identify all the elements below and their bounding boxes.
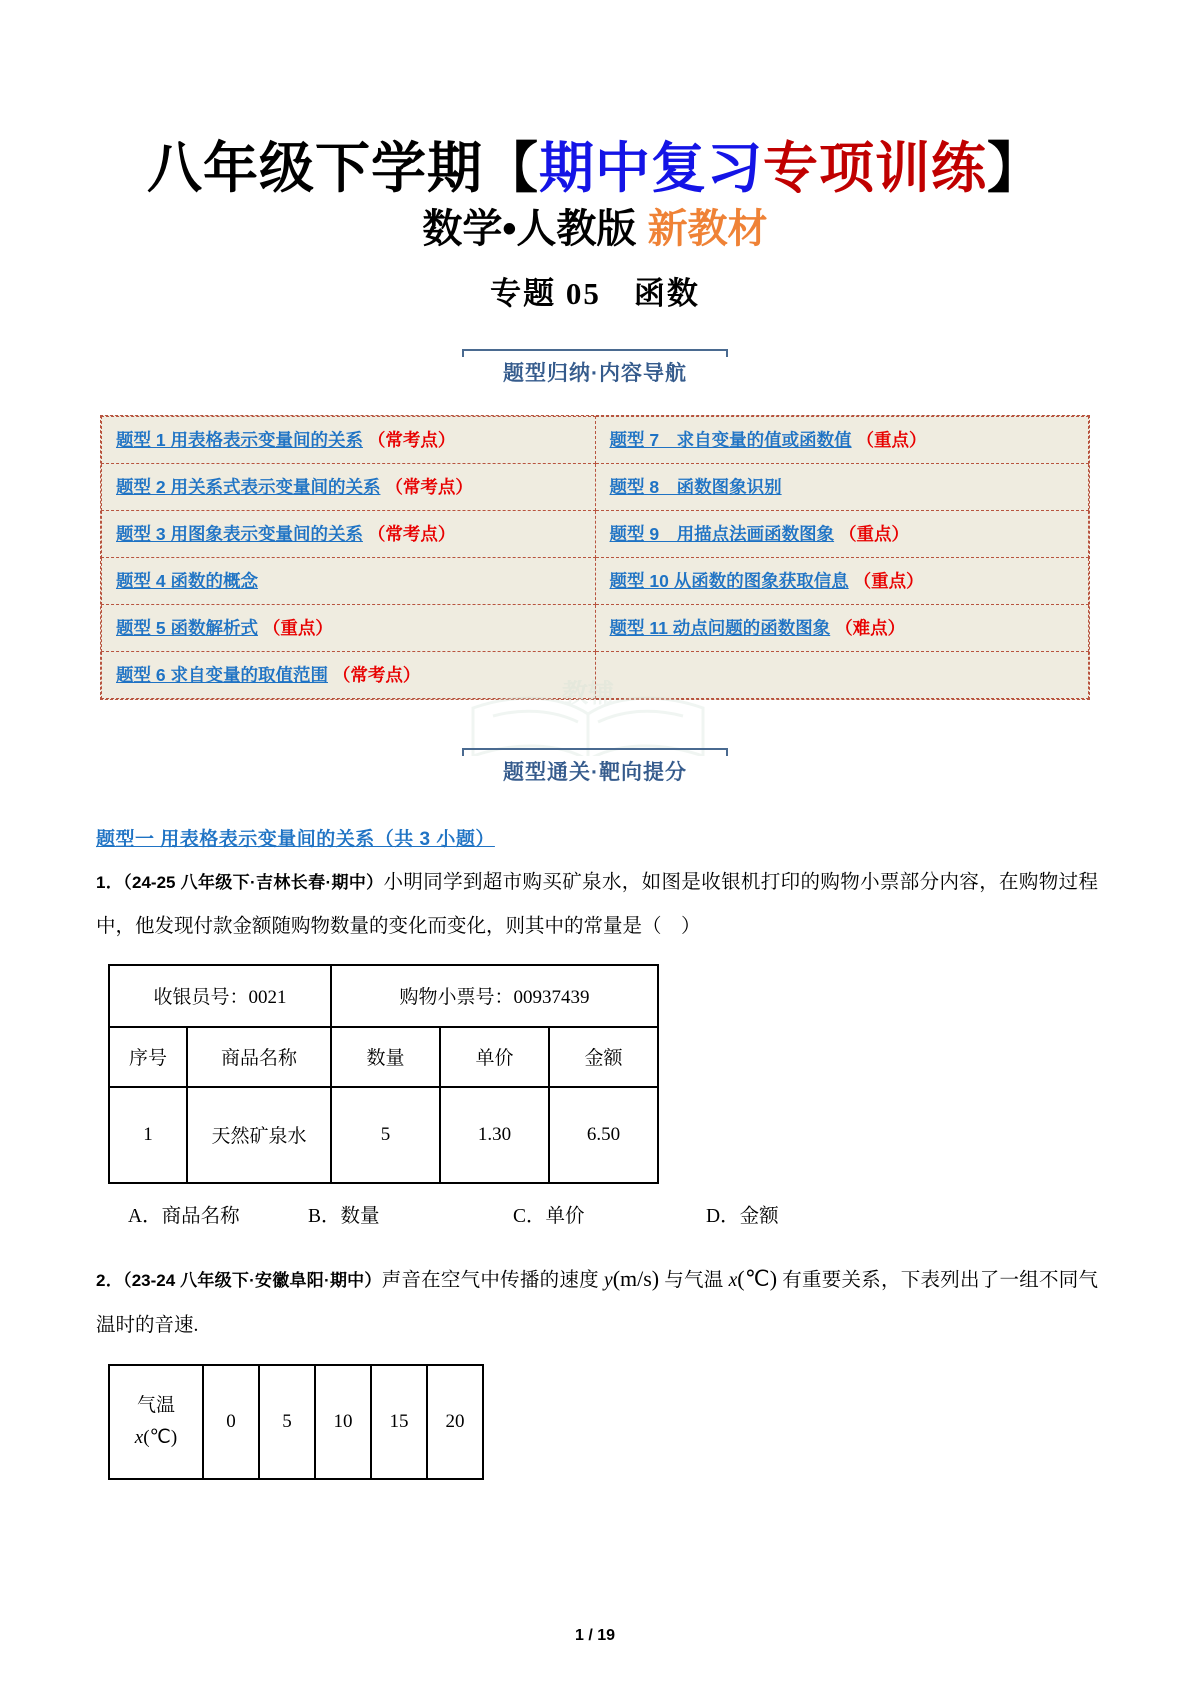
index-cell-right-2[interactable] [595, 463, 1089, 510]
topic-index [100, 415, 1090, 700]
question-1-options [0, 1184, 1190, 1228]
practice-banner-label: 题型通关·靶向提分 [430, 756, 760, 786]
index-cell-right-6-empty [595, 651, 1089, 698]
svg-text:教辅: 教辅 [561, 680, 615, 708]
index-title-9: 题型 9 用描点法画函数图象 [609, 524, 835, 545]
receipt-cashier: 收银员号：0021 [109, 965, 331, 1027]
question-2 [0, 1254, 1190, 1349]
temperature-value-2: 5 [259, 1365, 315, 1479]
option-c[interactable] [513, 1200, 706, 1228]
receipt-table [108, 964, 659, 1184]
question-2-unit-y: (m/s) [612, 1265, 660, 1291]
page-subtitle [0, 200, 1190, 252]
index-tag-1: （常考点） [367, 430, 456, 451]
table-row [109, 1365, 483, 1479]
receipt-col-qty: 数量 [331, 1027, 440, 1087]
title-part-2: 期中复习 [538, 137, 763, 199]
table-row [109, 1027, 658, 1087]
option-b[interactable] [308, 1200, 513, 1228]
table-row [102, 557, 1089, 604]
question-1-body: 小明同学到超市购买矿泉水，如图是收银机打印的购物小票部分内容，在购物过程中，他发现付款金额随购物数量的变化而变化，则其中的常量是（ ） [96, 871, 1098, 938]
receipt-cell-price: 1.30 [440, 1087, 549, 1183]
index-cell-left-4[interactable] [102, 557, 596, 604]
title-part-4: 】 [987, 137, 1044, 199]
table-row [109, 965, 658, 1027]
page-title [0, 0, 1190, 200]
index-title-11: 题型 11 动点问题的函数图象 [609, 618, 831, 639]
receipt-cell-seq: 1 [109, 1087, 187, 1183]
index-cell-right-4[interactable] [595, 557, 1089, 604]
question-2-body-after: 有重要关系，下表列出了一组不同气温时的音速. [96, 1269, 1098, 1336]
temperature-value-3: 10 [315, 1365, 371, 1479]
temperature-label-unit: (℃) [143, 1427, 178, 1449]
index-cell-left-3[interactable] [102, 510, 596, 557]
index-title-4: 题型 4 函数的概念 [116, 571, 258, 592]
receipt-col-name: 商品名称 [187, 1027, 331, 1087]
title-part-1: 八年级下学期【 [146, 137, 539, 199]
index-tag-10: （重点） [853, 571, 924, 592]
option-c-text: 单价 [545, 1205, 585, 1227]
practice-banner [430, 742, 760, 788]
question-2-body-middle: 与气温 [659, 1269, 729, 1291]
index-title-2: 题型 2 用关系式表示变量间的关系 [116, 477, 381, 498]
temperature-value-4: 15 [371, 1365, 427, 1479]
option-c-key: C． [513, 1205, 546, 1227]
navigation-banner [430, 343, 760, 389]
question-2-var-y: y [604, 1269, 613, 1291]
index-title-6: 题型 6 求自变量的取值范围 [116, 665, 328, 686]
index-cell-right-1[interactable] [595, 416, 1089, 463]
index-cell-left-6[interactable] [102, 651, 596, 698]
question-1-source: （24-25 八年级下·吉林长春·期中） [123, 872, 384, 892]
index-cell-left-5[interactable] [102, 604, 596, 651]
option-b-text: 数量 [340, 1205, 380, 1227]
temperature-label-text: 气温 [136, 1394, 175, 1416]
index-title-7: 题型 7 求自变量的值或函数值 [609, 430, 852, 451]
temperature-value-1: 0 [203, 1365, 259, 1479]
option-b-key: B． [308, 1205, 341, 1227]
index-title-5: 题型 5 函数解析式 [116, 618, 258, 639]
question-2-source: （23-24 八年级下·安徽阜阳·期中） [122, 1270, 382, 1290]
question-1-number: 1． [96, 872, 124, 892]
table-row [102, 604, 1089, 651]
index-cell-left-2[interactable] [102, 463, 596, 510]
option-a-key: A． [128, 1205, 162, 1227]
index-cell-right-5[interactable] [595, 604, 1089, 651]
index-title-1: 题型 1 用表格表示变量间的关系 [116, 430, 363, 451]
table-row [102, 510, 1089, 557]
question-2-number: 2． [96, 1270, 123, 1290]
option-a-text: 商品名称 [161, 1205, 240, 1227]
receipt-cell-qty: 5 [331, 1087, 440, 1183]
index-cell-left-1[interactable] [102, 416, 596, 463]
topic-title: 专题 05 函数 [490, 275, 700, 311]
question-2-unit-x: (℃) [737, 1265, 778, 1291]
navigation-banner-label: 题型归纳·内容导航 [430, 357, 760, 387]
receipt-ticket-no: 购物小票号：00937439 [331, 965, 658, 1027]
index-tag-6: （常考点） [332, 665, 421, 686]
table-row [102, 416, 1089, 463]
index-tag-2: （常考点） [385, 477, 473, 498]
index-title-8: 题型 8 函数图象识别 [609, 477, 782, 498]
question-1 [0, 861, 1190, 950]
subtitle-part-2: 新教材 [647, 206, 768, 251]
index-title-3: 题型 3 用图象表示变量间的关系 [116, 524, 363, 545]
option-a[interactable] [128, 1200, 308, 1228]
index-tag-9: （重点） [838, 524, 909, 545]
temperature-row-label [109, 1365, 203, 1479]
receipt-col-price: 单价 [440, 1027, 549, 1087]
index-tag-5: （重点） [262, 618, 333, 639]
table-row [102, 651, 1089, 698]
question-2-body-before: 声音在空气中传播的速度 [381, 1269, 605, 1291]
option-d-text: 金额 [739, 1205, 779, 1227]
index-tag-7: （重点） [856, 430, 927, 451]
option-d[interactable] [706, 1200, 779, 1228]
title-part-3: 专项训练 [763, 137, 988, 199]
option-d-key: D． [706, 1205, 740, 1227]
receipt-col-amount: 金额 [549, 1027, 658, 1087]
question-2-var-x: x [728, 1269, 738, 1291]
receipt-cell-amount: 6.50 [549, 1087, 658, 1183]
subtitle-part-1: 数学•人教版 [422, 206, 637, 251]
page-footer: 1 / 19 [574, 1627, 616, 1644]
receipt-col-seq: 序号 [109, 1027, 187, 1087]
index-tag-3: （常考点） [367, 524, 456, 545]
table-row [102, 463, 1089, 510]
temperature-label-var: x [134, 1427, 144, 1449]
section-heading: 题型一 用表格表示变量间的关系（共 3 小题） [96, 828, 495, 850]
index-title-10: 题型 10 从函数的图象获取信息 [609, 571, 849, 592]
receipt-cell-name: 天然矿泉水 [187, 1087, 331, 1183]
index-tag-11: （难点） [835, 618, 906, 639]
temperature-value-5: 20 [427, 1365, 483, 1479]
topic-index-table [101, 416, 1089, 699]
index-cell-right-3[interactable] [595, 510, 1089, 557]
temperature-table [108, 1364, 484, 1480]
table-row [109, 1087, 658, 1183]
